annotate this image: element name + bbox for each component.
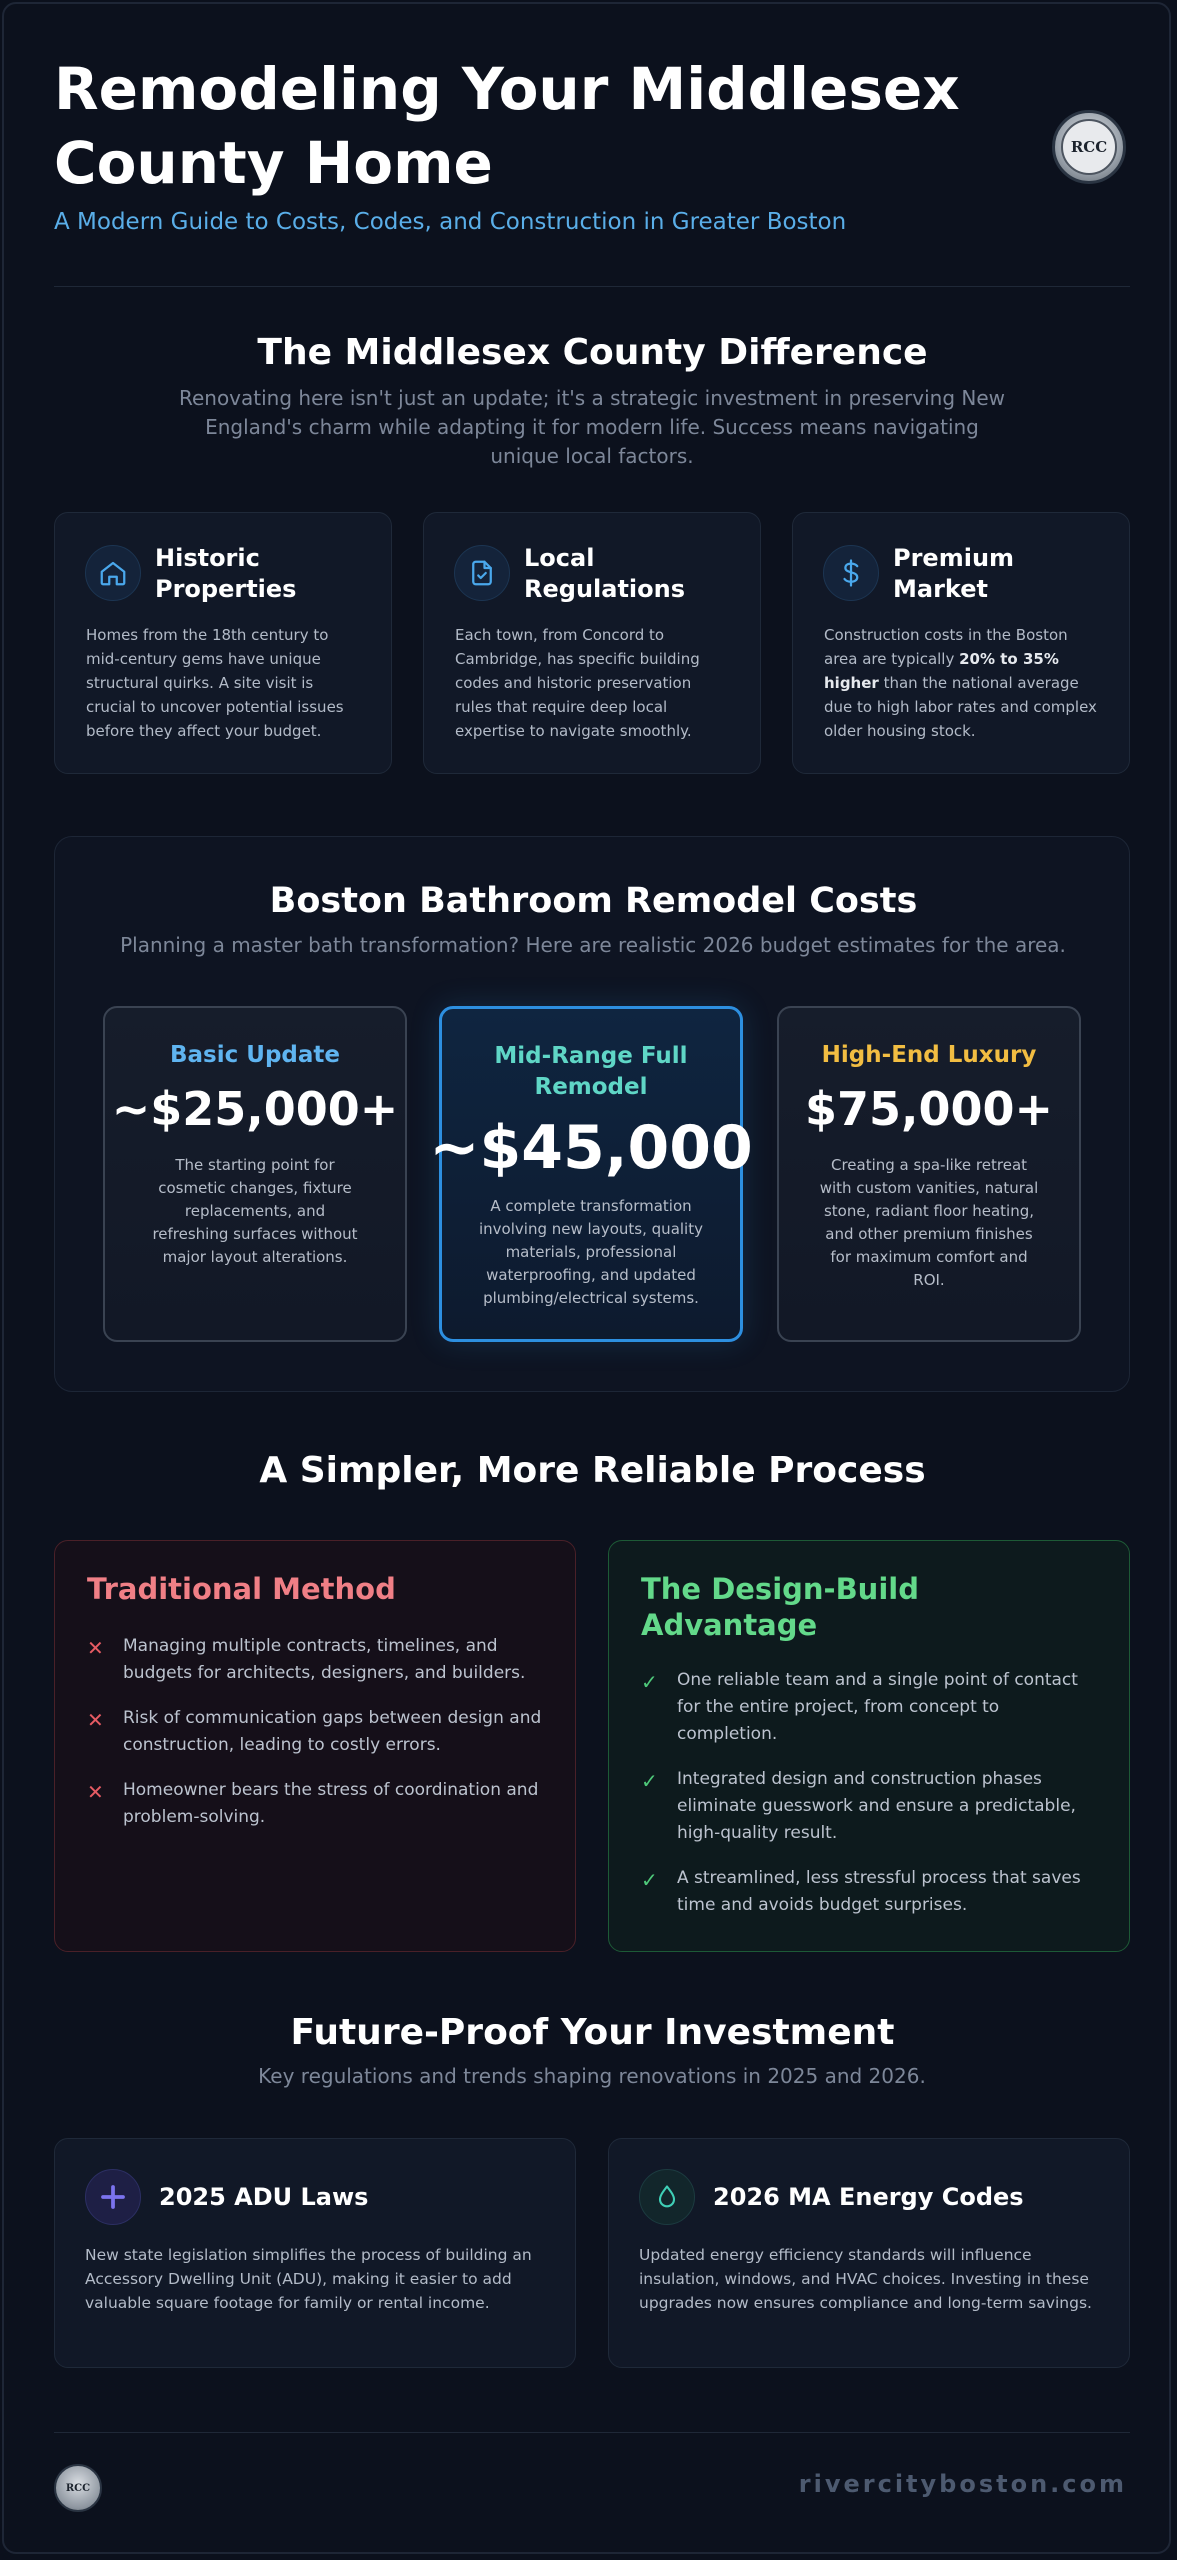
check-icon: ✓ [641,1670,658,1694]
design-build-title: The Design-Build Advantage [641,1572,919,1642]
company-logo [1052,110,1126,184]
list-item: ✓ A streamlined, less stressful process that saves time and avoids budget surprises. [641,1868,1081,1915]
list-item: ✓ One reliable team and a single point of contact for the entire project, from concept to completion. [641,1670,1078,1744]
future-description: Key regulations and trends shaping renovations in 2025 and 2026. [258,2064,926,2088]
card-energy-codes [608,2138,1130,2368]
check-icon: ✓ [641,1769,658,1793]
difference-description: Renovating here isn't just an update; it's a strategic investment in preserving New England's charm while adapting it for modern life. Success means navigating unique local factors. [178,386,1006,468]
card-text: Homes from the 18th century to mid-century gems have unique structural quirks. A site visit is crucial to uncover potential issues before they affect your budget. [86,626,344,740]
tier-text: A complete transformation involving new layouts, quality materials, professional waterproofing, and updated plumbing/electrical systems. [479,1197,703,1307]
card-title: Local Regulations [524,544,686,603]
cost-panel [54,836,1130,1392]
process-title: A Simpler, More Reliable Process [259,1450,926,1491]
tier-price: $75,000+ [804,1082,1054,1136]
traditional-title: Traditional Method [87,1572,396,1606]
design-build-panel [608,1540,1130,1952]
footer-url-link[interactable]: rivercityboston.com [798,2470,1127,2498]
logo-text: RCC [1061,119,1117,175]
page-title: Remodeling Your Middlesex County Home [54,55,960,197]
costs-description: Planning a master bath transformation? Here are realistic 2026 budget estimates for the area. [120,933,1066,957]
list-item: ✕ Managing multiple contracts, timelines, and budgets for architects, designers, and builders. [87,1636,526,1683]
cost-card-basic [103,1006,407,1342]
traditional-list [87,1633,547,1849]
future-title: Future-Proof Your Investment [290,2012,895,2053]
tier-price: ~$45,000 [429,1113,753,1183]
costs-title: Boston Bathroom Remodel Costs [269,881,918,921]
tier-name: Mid-Range Full Remodel [494,1043,688,1100]
list-item: ✕ Homeowner bears the stress of coordination and problem-solving. [87,1780,539,1827]
footer-divider [54,2432,1130,2433]
traditional-method-panel [54,1540,576,1952]
card-title: 2025 ADU Laws [159,2183,369,2211]
droplet-icon [639,2169,695,2225]
card-historic-properties [54,512,392,774]
card-adu-laws [54,2138,576,2368]
card-title: Historic Properties [155,544,297,603]
header-divider [54,286,1130,287]
card-title: 2026 MA Energy Codes [713,2183,1024,2211]
list-item: ✕ Risk of communication gaps between design and construction, leading to costly errors. [87,1708,542,1755]
cost-card-mid-range [429,1006,753,1342]
dollar-icon [823,545,879,601]
card-premium-market [792,512,1130,774]
document-check-icon [454,545,510,601]
card-text: Construction costs in the Boston area are typically 20% to 35% higher than the national average due to high labor rates and complex older housing stock. [824,626,1097,740]
card-text: Updated energy efficiency standards will influence insulation, windows, and HVAC choices. Investing in these upgrades now ensures compliance and long-term savings. [639,2246,1092,2312]
tier-text: The starting point for cosmetic changes, fixture replacements, and refreshing surfaces without major layout alterations. [152,1156,358,1266]
tier-name: Basic Update [170,1042,340,1068]
card-text: Each town, from Concord to Cambridge, has specific building codes and historic preservation rules that require deep local expertise to navigate smoothly. [455,626,700,740]
cost-card-high-end [777,1006,1081,1342]
highlight-text: 20% to 35% higher [824,650,1059,692]
card-text: New state legislation simplifies the process of building an Accessory Dwelling Unit (ADU), making it easier to add valuable square footage for family or rental income. [85,2246,532,2312]
home-icon [85,545,141,601]
page-subtitle: A Modern Guide to Costs, Codes, and Construction in Greater Boston [54,209,847,235]
close-icon: ✕ [87,1636,104,1660]
card-title: Premium Market [893,544,1015,603]
plus-icon [85,2169,141,2225]
tier-price: ~$25,000+ [111,1082,399,1136]
close-icon: ✕ [87,1708,104,1732]
difference-title: The Middlesex County Difference [257,332,928,373]
page-frame [2,2,1171,2554]
card-local-regulations [423,512,761,774]
tier-name: High-End Luxury [821,1042,1037,1068]
list-item: ✓ Integrated design and construction phases eliminate guesswork and ensure a predictable, high-quality result. [641,1769,1076,1843]
tier-text: Creating a spa-like retreat with custom vanities, natural stone, radiant floor heating, and other premium finishes for maximum comfort and ROI. [819,1156,1039,1289]
design-build-list [641,1667,1101,1937]
footer-logo: RCC [54,2464,102,2512]
close-icon: ✕ [87,1780,104,1804]
check-icon: ✓ [641,1868,658,1892]
